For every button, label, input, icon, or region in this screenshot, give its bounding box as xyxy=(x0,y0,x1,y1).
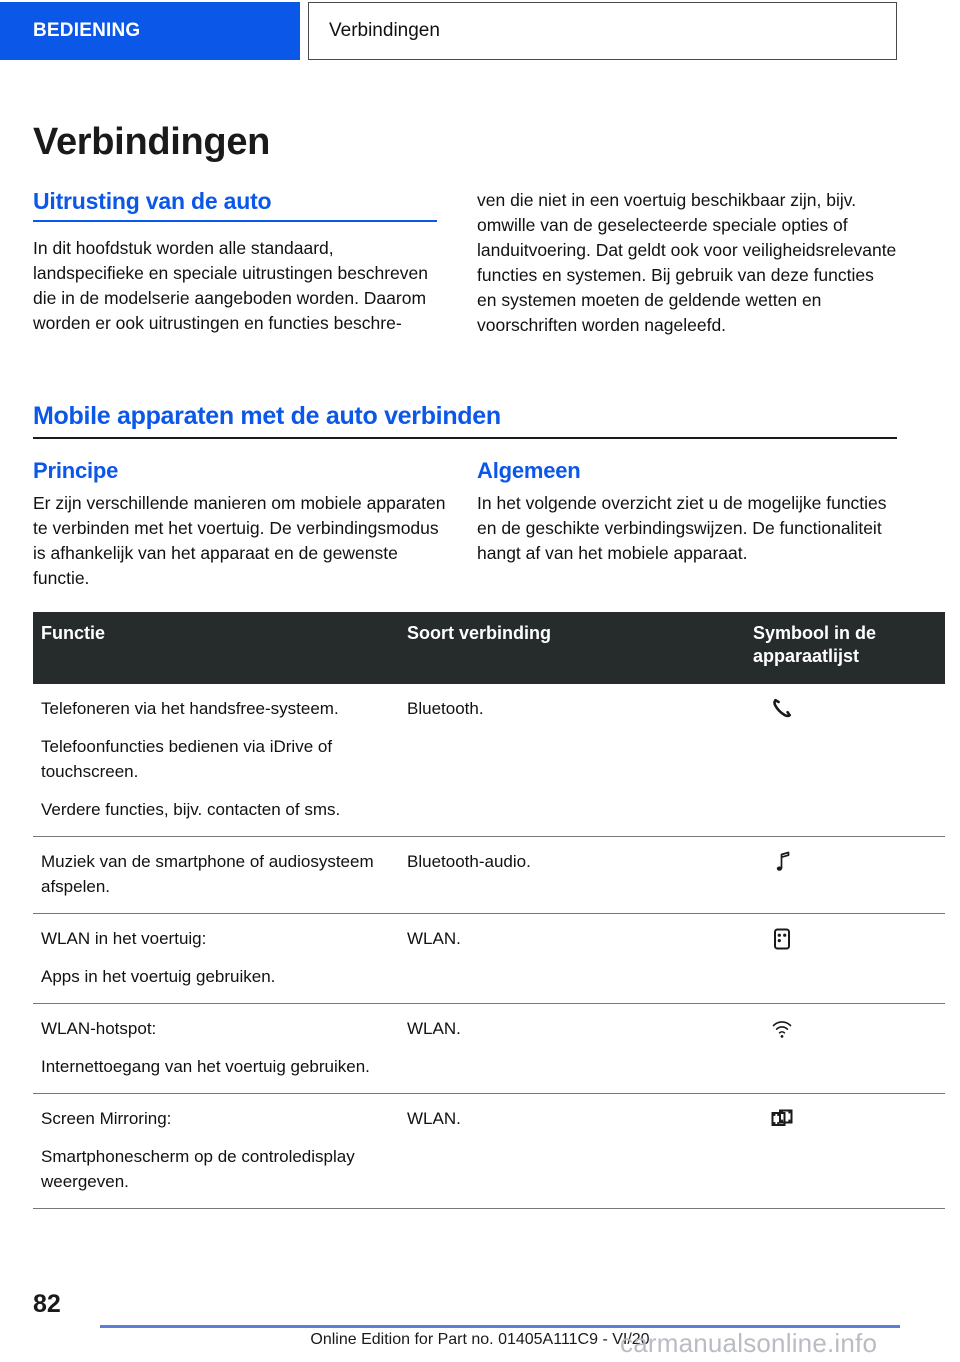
cell-functie xyxy=(33,837,399,914)
music-note-icon xyxy=(769,849,795,875)
algemeen-column xyxy=(477,458,897,566)
principe-column xyxy=(33,458,447,591)
cell-functie xyxy=(33,914,399,1004)
film-strip-icon xyxy=(769,1106,795,1132)
section-heading-block xyxy=(33,402,897,439)
section-heading: Mobile apparaten met de auto verbinden xyxy=(33,402,897,439)
functie-line: Telefoneren via het handsfree-systeem. xyxy=(41,699,339,718)
cell-verbinding: WLAN. xyxy=(399,1094,745,1209)
cell-symbool xyxy=(745,914,945,1004)
functie-line: WLAN-hotspot: xyxy=(41,1019,157,1038)
cell-symbool xyxy=(745,837,945,914)
principe-text: Er zijn verschillende manieren om mobiele apparaten te verbinden met het voertuig. De verbindingsmodus is afhankelijk van het apparaat en de gewenste functie. xyxy=(33,493,446,588)
cell-symbool xyxy=(745,1094,945,1209)
cell-verbinding: WLAN. xyxy=(399,914,745,1004)
wifi-icon xyxy=(769,1016,795,1042)
functie-line: Smartphonescherm op de controledisplay weergeven. xyxy=(41,1147,355,1191)
cell-symbool xyxy=(745,684,945,837)
cell-functie xyxy=(33,684,399,837)
edition-note: Online Edition for Part no. 01405A111C9 - VI/20 xyxy=(310,1331,650,1348)
functie-line: Verdere functies, bijv. contacten of sms. xyxy=(41,800,341,819)
phone-handset-icon xyxy=(769,696,795,722)
functie-line: WLAN in het voertuig: xyxy=(41,929,207,948)
table-row xyxy=(33,1004,945,1094)
cell-functie xyxy=(33,1004,399,1094)
page-title: Verbindingen xyxy=(33,121,271,164)
table-row xyxy=(33,1094,945,1209)
functie-line: Internettoegang van het voertuig gebruiken. xyxy=(41,1057,370,1076)
table-body xyxy=(33,684,945,1209)
algemeen-heading: Algemeen xyxy=(477,458,581,483)
page-number: 82 xyxy=(33,1290,61,1318)
table-header-row xyxy=(33,612,945,684)
running-header xyxy=(0,0,960,62)
connection-overview-table xyxy=(33,612,945,1209)
intro-left-column xyxy=(33,188,437,336)
intro-heading: Uitrusting van de auto xyxy=(33,188,437,222)
running-header-section-box xyxy=(308,2,897,60)
cell-verbinding: Bluetooth. xyxy=(399,684,745,837)
running-header-chapter-label: BEDIENING xyxy=(33,20,141,41)
table-row xyxy=(33,684,945,837)
column-header-soort-verbinding: Soort verbinding xyxy=(399,612,745,684)
table-head xyxy=(33,612,945,684)
functie-line: Apps in het voertuig gebruiken. xyxy=(41,967,276,986)
principe-heading: Principe xyxy=(33,458,119,483)
cell-verbinding: Bluetooth-audio. xyxy=(399,837,745,914)
watermark: carmanualsonline.info xyxy=(620,1328,878,1358)
cell-verbinding: WLAN. xyxy=(399,1004,745,1094)
intro-right-text: ven die niet in een voertuig beschikbaar zijn, bijv. omwille van de geselecteerde speciale opties of landuitvoering. Dat geldt ook voor veiligheidsrelevante functies en systemen. Bij gebruik van deze functies en systemen moeten de geldende wetten en voorschriften worden nageleefd. xyxy=(477,190,897,335)
algemeen-text: In het volgende overzicht ziet u de mogelijke functies en de geschikte verbindingswijzen. De functionaliteit hangt af van het mobiele apparaat. xyxy=(477,493,887,563)
apps-grid-icon xyxy=(769,926,795,952)
table-row xyxy=(33,837,945,914)
functie-line: Telefoonfuncties bedienen via iDrive of touchscreen. xyxy=(41,737,333,781)
intro-right-column xyxy=(477,188,897,338)
cell-symbool xyxy=(745,1004,945,1094)
running-header-section-label: Verbindingen xyxy=(329,20,440,41)
column-header-functie: Functie xyxy=(33,612,399,684)
cell-functie xyxy=(33,1094,399,1209)
running-header-chapter-box xyxy=(0,2,300,60)
table-row xyxy=(33,914,945,1004)
column-header-symbool: Symbool in de apparaatlijst xyxy=(745,612,945,684)
intro-left-text: In dit hoofdstuk worden alle standaard, landspecifieke en speciale uitrustingen beschreven die in de modelserie aangeboden worden. Daarom worden er ook uitrustingen en functies beschre- xyxy=(33,238,428,333)
functie-line: Muziek van de smartphone of audiosysteem afspelen. xyxy=(41,852,374,896)
functie-line: Screen Mirroring: xyxy=(41,1109,172,1128)
